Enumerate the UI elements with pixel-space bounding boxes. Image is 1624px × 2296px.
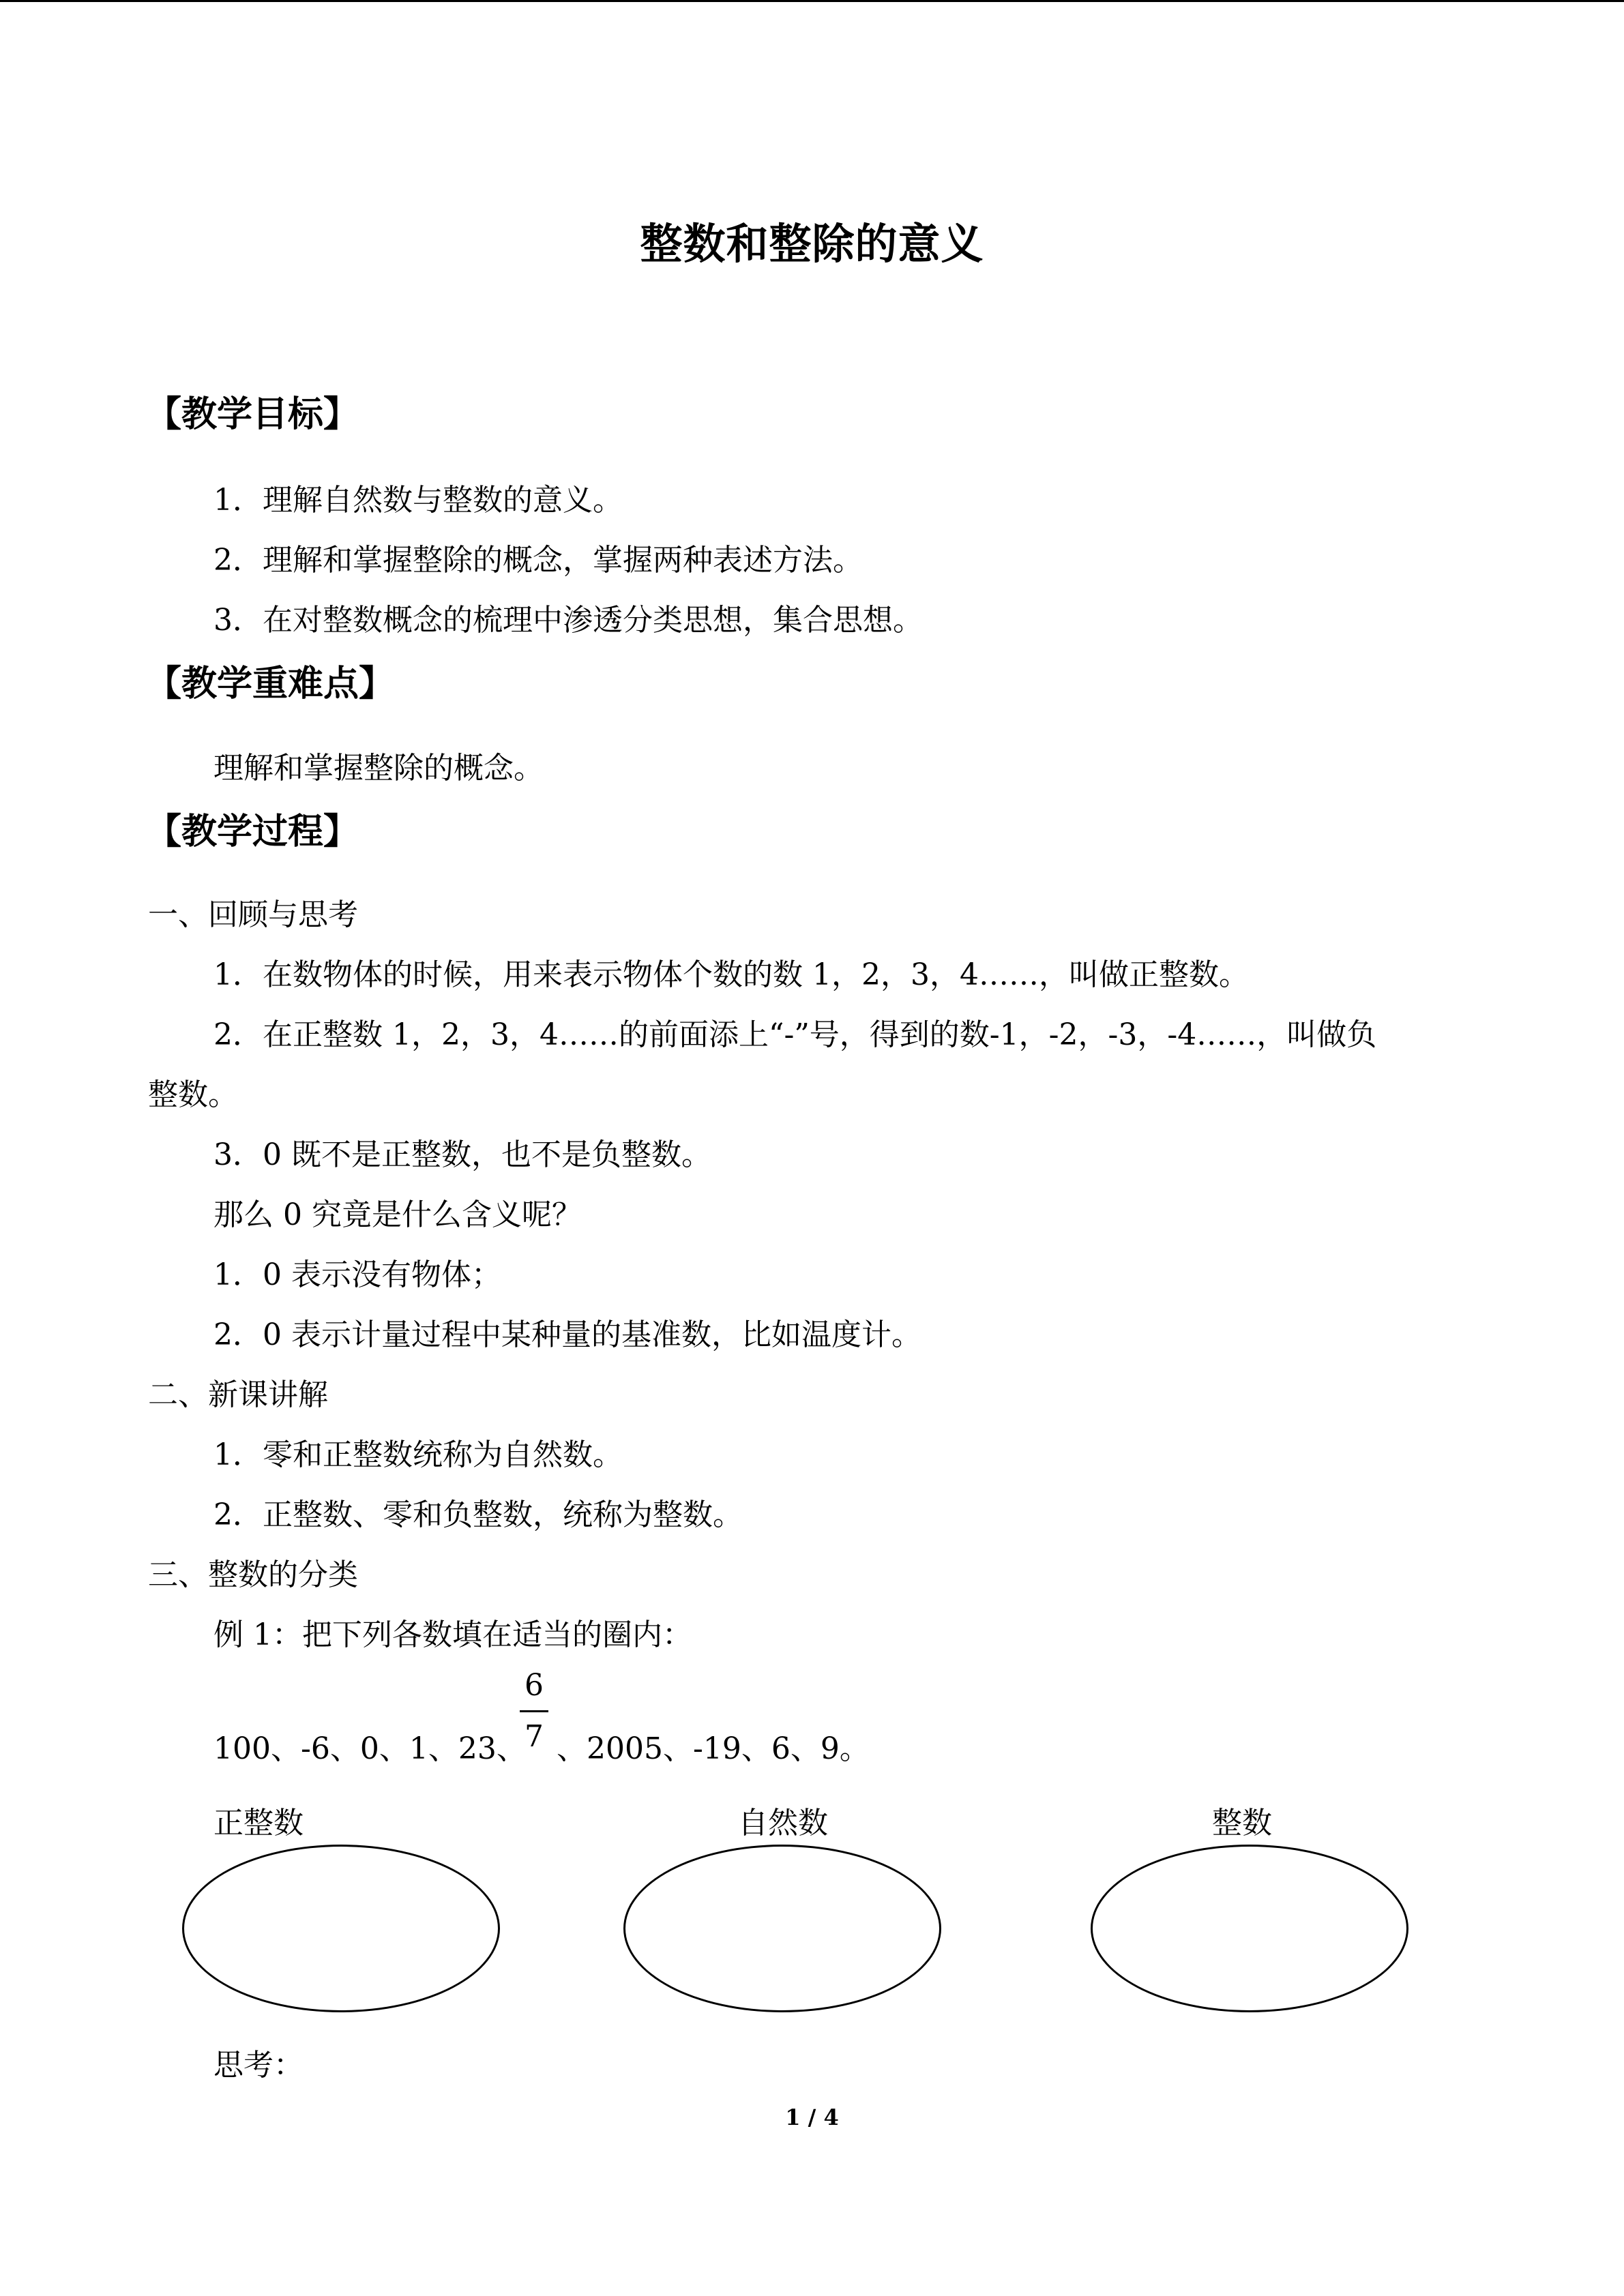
example-intro: 例 1：把下列各数填在适当的圈内： [213, 1617, 692, 1652]
heading-goals: 【教学目标】 [146, 394, 359, 435]
fraction-six-sevenths [517, 1668, 551, 1754]
circle-label-natural-numbers: 自然数 [738, 1806, 828, 1840]
number-list-before: 100、-6、0、1、23、 [213, 1731, 527, 1766]
fraction-bar [520, 1710, 548, 1712]
fraction-numerator: 6 [525, 1668, 544, 1703]
integers-circle[interactable] [1091, 1845, 1408, 2012]
heading-process: 【教学过程】 [146, 811, 359, 852]
page-title: 整数和整除的意义 [640, 219, 984, 269]
part1-question: 那么 0 究竟是什么含义呢？ [213, 1197, 582, 1232]
number-list-after: 、2005、-19、6、9。 [557, 1731, 870, 1766]
part1-answer-1: 1．0 表示没有物体； [213, 1257, 501, 1292]
part1-line-1: 1．在数物体的时候，用来表示物体个数的数 1，2，3，4……，叫做正整数。 [213, 957, 1249, 992]
part1-line-2-cont: 整数。 [148, 1077, 238, 1112]
fraction-denominator: 7 [525, 1719, 544, 1754]
part1-line-3: 3．0 既不是正整数，也不是负整数。 [213, 1137, 711, 1172]
key-points-text: 理解和掌握整除的概念。 [213, 751, 544, 786]
circle-label-integers: 整数 [1212, 1806, 1272, 1840]
heading-key-points: 【教学重难点】 [146, 664, 395, 704]
part3-title: 三、整数的分类 [148, 1557, 358, 1592]
part1-answer-2: 2．0 表示计量过程中某种量的基准数，比如温度计。 [213, 1317, 921, 1352]
positive-integers-circle[interactable] [182, 1845, 500, 2012]
part1-line-2: 2．在正整数 1，2，3，4……的前面添上“-”号，得到的数-1，-2，-3，-4……，叫做负 [213, 1017, 1377, 1052]
part1-title: 一、回顾与思考 [148, 897, 358, 932]
circle-label-positive-integers: 正整数 [213, 1806, 304, 1840]
page-number: 1 / 4 [785, 2104, 839, 2130]
top-border-line [0, 0, 1624, 2]
goal-item-2: 2．理解和掌握整除的概念，掌握两种表述方法。 [213, 543, 863, 578]
part2-title: 二、新课讲解 [148, 1377, 328, 1412]
goal-item-1: 1．理解自然数与整数的意义。 [213, 483, 623, 518]
think-label: 思考： [213, 2048, 304, 2083]
natural-numbers-circle[interactable] [623, 1845, 941, 2012]
part2-line-1: 1．零和正整数统称为自然数。 [213, 1437, 623, 1472]
goal-item-3: 3．在对整数概念的梳理中渗透分类思想，集合思想。 [213, 603, 923, 638]
part2-line-2: 2．正整数、零和负整数，统称为整数。 [213, 1497, 743, 1532]
